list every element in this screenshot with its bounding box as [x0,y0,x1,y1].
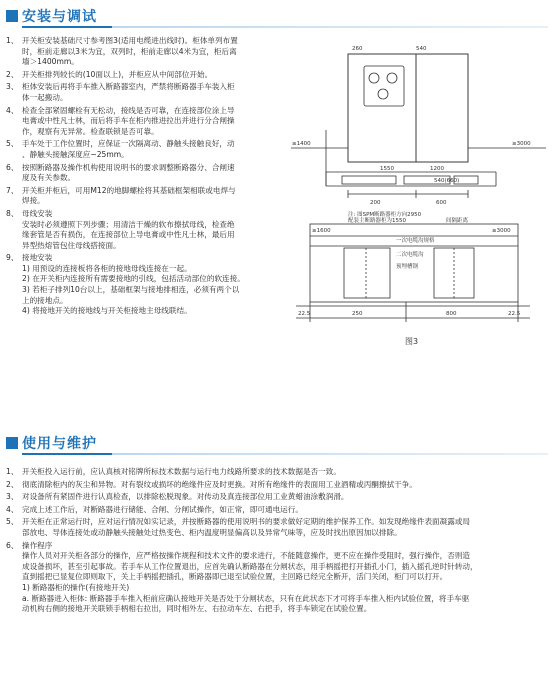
item-line: 体一起搬动。 [22,92,68,102]
item-number: 6、 [6,540,19,550]
dim-label: 22.5 [298,311,311,317]
item-line: 缘套管是否有损伤，在连接部位上导电膏或中性凡士林，最后用 [22,230,235,240]
item-line: 动机构右侧的接地开关联锁手柄相右拉出，同时相外左、右拉动车左、右把手，将手车锁定在试验位置。 [22,604,372,614]
item-number: 2、 [6,479,19,489]
item-line: 检查全部紧固螺栓有无松动，接线是否可靠，在连接部位涂上导 [22,105,235,115]
drawing-note: 预埋槽钢 [396,264,419,270]
section-header-maintenance [0,431,554,457]
item-line: 2) 在开关柜内连接所有需要接地的引线，包括活动部位的软连接。 [22,274,245,284]
maintenance-steps-list [6,467,546,617]
section-header-install [0,4,554,30]
list-item [6,541,546,615]
list-item [6,163,284,184]
item-number: 7、 [6,185,19,195]
item-number: 8、 [6,208,19,218]
dim-label: 1200 [430,166,444,172]
item-line: 开关柜排列较长的(10面以上)，并柜应从中间部位开始。 [22,69,213,79]
foundation-drawing-svg [286,36,550,326]
list-item [6,70,284,81]
item-line: 母线安装 [22,208,53,218]
item-line: 成设备损坏，甚至引起事故。若手车从工作位置退出，应首先确认断路器在分闸状态，用手柄摇把打开插孔小门，插入摇孔逆时针转动， [22,561,478,571]
item-number: 6、 [6,162,19,172]
section-title: 使用与维护 [22,436,97,452]
list-item [6,480,546,491]
dim-label: 260 [352,46,363,52]
item-line: 直到摇把已显复位即则取下，关上手柄摇把插孔，断路器即已退至试验位置，主回路已经完全断开，活门关闭，柜门可以打开。 [22,572,448,582]
section-marker-icon [6,437,18,449]
item-number: 1、 [6,36,19,45]
drawing-note: 配装主断路器柜为1550 [348,218,406,224]
list-item [6,253,284,317]
section-title: 安装与调试 [22,9,97,25]
item-line: 柜体安装后再将手车推入断路器室内，严禁将断路器手车装入柜 [22,82,235,92]
item-line: 对设备所有紧固件进行认真检查，以排除松脱现象。对传动及真连接部位用工业黄蜡油涂敷润滑。 [22,492,349,502]
item-line: 电膏或中性凡士林，而后将手车在柜内推进拉出并进行分合闸操 [22,116,235,126]
item-line: 1) 用预设的连接板将各柜的接地母线连接在一起。 [22,263,192,273]
drawing-note: 间隔距离 [446,218,469,224]
section-rule [22,453,548,455]
dim-label: 22.5 [508,311,521,317]
item-line: 1) 断路器柜的操作(有接地开关) [22,582,130,592]
item-line: 开关柜安装基础尺寸参考图3(适用电缆进出线时)。柜体单列布置 [22,36,238,45]
item-line: 作，观察有无异常。检查联锁是否可靠。 [22,126,159,136]
item-number: 2、 [6,69,19,79]
item-line: 时，柜前走廊以3米为宜，双列时，柜前走廊以4米为宜，柜后离 [22,46,237,56]
item-line: 焊接。 [22,196,45,206]
item-line: 、静触头接触深度应~25mm。 [22,149,129,159]
item-number: 5、 [6,139,19,149]
item-line: 墙＞1400mm。 [22,57,79,67]
item-line: 按照断路器及操作机构使用说明书的要求调整断路器分、合闸速 [22,162,235,172]
item-line: 操作人员对开关柜各部分的操作，应严格按操作规程和技术文件的要求进行，不能随意操作，更不应在操作受阻时，强行操作，否则造 [22,551,471,561]
figure-caption: 图3 [405,337,419,346]
drawing-note: 一次电缆沟规格 [396,238,435,244]
list-item [6,139,284,160]
item-line: 异型热熔管包住母线搭接面。 [22,240,121,250]
drawing-note: 二次电缆沟 [396,252,424,258]
section-marker-icon [6,10,18,22]
item-line: 手车处于工作位置时，应保证一次隔离动、静触头接触良好，动 [22,139,235,149]
list-item [6,517,546,538]
dim-label: 200 [370,200,381,206]
item-line: 接地安装 [22,253,53,263]
item-line: 上的接地点。 [22,295,68,305]
item-line: 操作程序 [22,540,53,550]
list-item [6,505,546,516]
list-item [6,82,284,103]
item-line: 部放电、导体连接处或动静触头接触处过热变色、柜内温度明显偏高以及异常气味等，应及时找出原因加以排除。 [22,527,402,537]
item-line: a. 断路器进入柜体: 断路器手车推入柜前应确认接地开关是否处于分闸状态，只有在此状态下才可将手车推入柜内试验位置，将手车驱 [22,593,470,603]
dim-label: 800 [446,311,457,317]
list-item [6,106,284,138]
item-spacer [6,317,284,319]
dim-label: ≥3000 [512,141,531,147]
dim-label: 540(660) [434,178,460,184]
section-rule [22,26,548,28]
list-item [6,186,284,207]
dim-label: 540 [416,46,427,52]
item-line: 3) 若柜子排列10台以上，基础框架与接地排相连，必须有两个以 [22,285,240,295]
item-number: 4、 [6,504,19,514]
item-line: 4) 将接地开关的接地线与开关柜接地主母线联结。 [22,306,192,316]
item-line: 开关柜并柜后，可用M12的地脚螺栓将其基础框架相联或电焊与 [22,185,236,195]
dim-label: ≥1600 [312,228,331,234]
item-line: 开关柜在正常运行时，应对运行情况如实记录，并按断路器的使用说明书的要求做好定期的维护保养工作。如发现绝缘件表面凝露或局 [22,517,471,527]
dim-label: 250 [352,311,363,317]
item-line: 彻底清除柜内的灰尘和异物。对有裂纹或损坏的绝缘件应及时更换。对所有绝缘件的表面用工业酒精或丙酮擦拭干争。 [22,479,417,489]
item-number: 4、 [6,105,19,115]
foundation-drawing [286,36,550,326]
item-line: 开关柜投入运行前，应认真核对铭牌所标技术数据与运行电力线路所要求的技术数据是否一致。 [22,467,341,476]
dim-label: 600 [436,200,447,206]
install-steps-list [6,36,284,319]
item-number: 3、 [6,492,19,502]
dim-label: ≥1400 [292,141,311,147]
item-number: 9、 [6,253,19,263]
item-spacer [6,615,546,617]
item-number: 1、 [6,467,19,476]
item-number: 5、 [6,517,19,527]
list-item [6,36,284,68]
item-line: 完成上述工作后，对断路器进行储能、合闸、分闸试操作，如正常，即可通电运行。 [22,504,303,514]
list-item [6,467,546,478]
drawing-note: 注: 图SPM断路器柜方向2950 [348,212,422,218]
item-line: 安装时必须遵照下列步骤；用清洁干燥的软布擦拭母线，检查绝 [22,219,235,229]
list-item [6,492,546,503]
item-line: 度及有关参数。 [22,173,76,183]
item-number: 3、 [6,82,19,92]
dim-label: 1550 [380,166,394,172]
list-item [6,209,284,251]
dim-label: ≥3000 [492,228,511,234]
